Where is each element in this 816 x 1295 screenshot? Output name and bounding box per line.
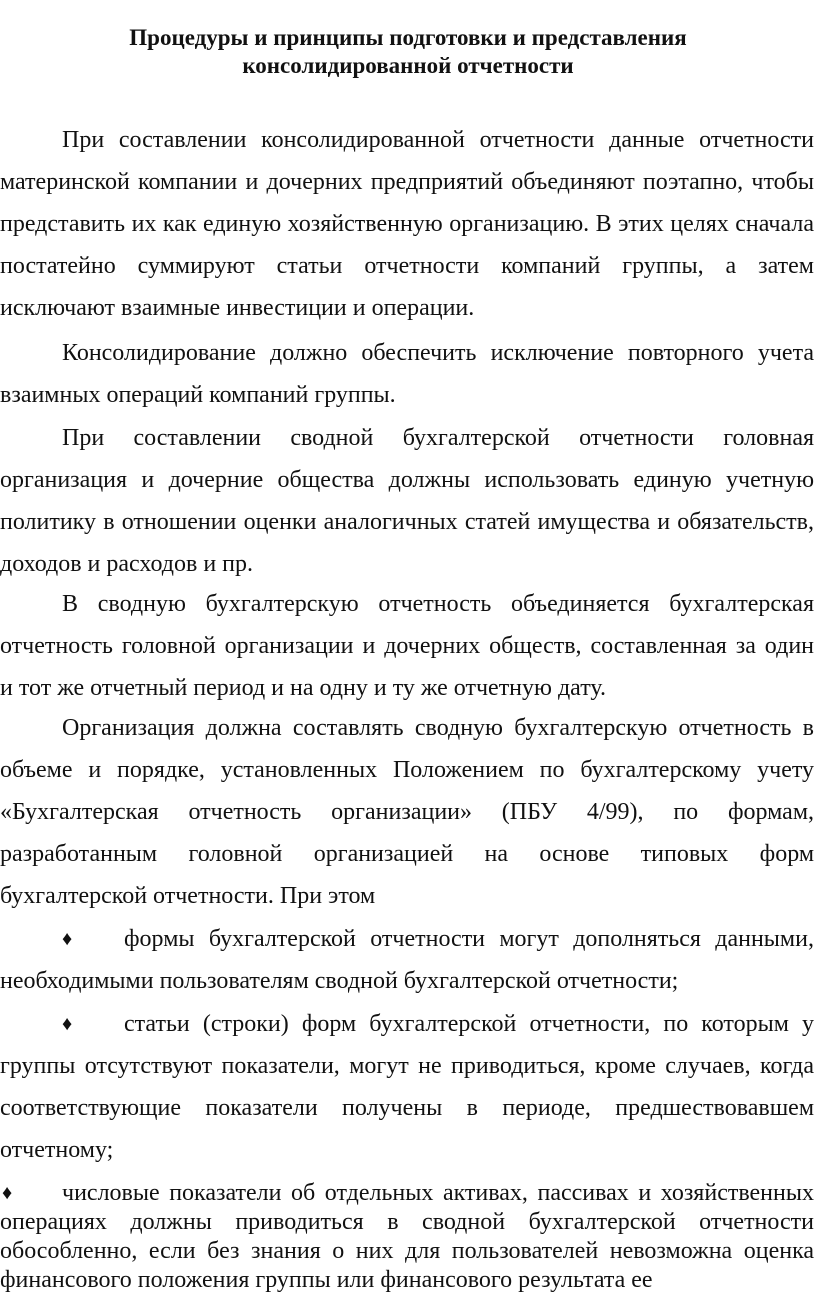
paragraph-line: При составлении консолидированной отчетности данные отчетности: [62, 127, 814, 153]
page-title: [0, 24, 816, 80]
paragraph-line: представить их как единую хозяйственную организацию. В этих целях сначала: [0, 211, 814, 237]
diamond-bullet-icon: ♦: [62, 1013, 73, 1035]
paragraph-line: разработанным головной организацией на основе типовых форм: [0, 841, 815, 867]
title-line-2: консолидированной отчетности: [242, 53, 574, 78]
paragraph: [0, 583, 816, 709]
bullet-line: необходимыми пользователям сводной бухгалтерской отчетности;: [0, 968, 679, 994]
diamond-bullet-icon: ♦: [62, 928, 73, 950]
bullet-line: группы отсутствуют показатели, могут не приводиться, кроме случаев, когда: [0, 1053, 814, 1079]
paragraph: [0, 332, 816, 416]
paragraph-line: «Бухгалтерская отчетность организации» (ПБУ 4/99), по формам,: [0, 799, 815, 825]
paragraph-line: взаимных операций компаний группы.: [0, 382, 396, 408]
paragraph-line: Консолидирование должно обеспечить исключение повторного учета: [62, 340, 815, 366]
bullet-line: соответствующие показатели получены в периоде, предшествовавшем: [0, 1095, 815, 1121]
paragraph-line: политику в отношении оценки аналогичных статей имущества и обязательств,: [0, 509, 815, 535]
paragraph: [0, 417, 816, 585]
bullet-line: отчетному;: [0, 1137, 114, 1163]
bullet-item: [0, 918, 816, 1002]
paragraph: [0, 707, 816, 917]
paragraph-line: бухгалтерской отчетности. При этом: [0, 883, 376, 909]
paragraph-line: постатейно суммируют статьи отчетности компаний группы, а затем: [0, 253, 814, 279]
bullet-line: ♦ числовые показатели об отдельных активах, пассивах и хозяйственных: [2, 1180, 814, 1206]
bullet-line: ♦ формы бухгалтерской отчетности могут дополняться данными,: [0, 918, 816, 960]
bullet-line: финансового положения группы или финансового результата ее: [0, 1267, 653, 1293]
bullet-line: ♦ статьи (строки) форм бухгалтерской отчетности, по которым у: [0, 1003, 816, 1045]
bullet-item: [0, 1003, 816, 1171]
bullet-line: обособленно, если без знания о них для пользователей невозможна оценка: [0, 1238, 815, 1264]
paragraph-line: организация и дочерние общества должны использовать единую учетную: [0, 467, 815, 493]
paragraph-line: и тот же отчетный период и на одну и ту же отчетную дату.: [0, 675, 606, 701]
paragraph-line: исключают взаимные инвестиции и операции.: [0, 295, 475, 321]
title-line-1: Процедуры и принципы подготовки и представления: [129, 25, 687, 50]
bullet-line: операциях должны приводиться в сводной бухгалтерской отчетности: [0, 1209, 814, 1235]
paragraph-line: объеме и порядке, установленных Положением по бухгалтерскому учету: [0, 757, 815, 783]
bullet-item: [0, 1179, 816, 1295]
paragraph-line: материнской компании и дочерних предприятий объединяют поэтапно, чтобы: [0, 169, 814, 195]
paragraph-line: отчетность головной организации и дочерних обществ, составленная за один: [0, 633, 815, 659]
paragraph-line: В сводную бухгалтерскую отчетность объединяется бухгалтерская: [62, 591, 814, 617]
paragraph-line: Организация должна составлять сводную бухгалтерскую отчетность в: [62, 715, 815, 741]
paragraph: [0, 119, 816, 329]
diamond-bullet-icon: ♦: [2, 1182, 13, 1204]
paragraph-line: доходов и расходов и пр.: [0, 551, 254, 577]
paragraph-line: При составлении сводной бухгалтерской отчетности головная: [62, 425, 815, 451]
